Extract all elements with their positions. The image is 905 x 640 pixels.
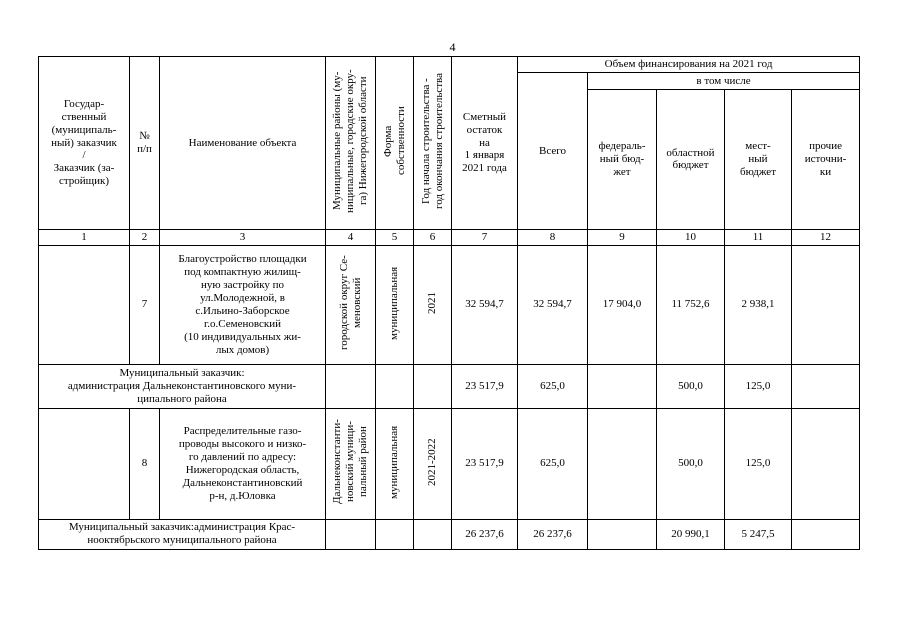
header-ownership: Форма собственности	[376, 57, 414, 230]
customer-row	[39, 519, 860, 549]
column-number: 4	[326, 229, 376, 245]
column-number: 8	[518, 229, 588, 245]
row-customer-cell	[39, 408, 130, 519]
row-local: 2 938,1	[725, 245, 792, 364]
customer-district-cell	[326, 364, 376, 408]
row-district: городской округ Се- меновский	[326, 245, 376, 364]
header-row-1	[39, 57, 860, 73]
column-number: 3	[160, 229, 326, 245]
header-including: в том числе	[588, 73, 860, 90]
row-federal: 17 904,0	[588, 245, 657, 364]
header-regional: областной бюджет	[657, 89, 725, 229]
column-numbers-row	[39, 229, 860, 245]
header-total: Всего	[518, 73, 588, 230]
row-ownership: муниципальная	[376, 408, 414, 519]
customer-district-cell	[326, 519, 376, 549]
customer-local: 125,0	[725, 364, 792, 408]
row-other	[792, 408, 860, 519]
header-object-name: Наименование объекта	[160, 57, 326, 230]
customer-balance: 23 517,9	[452, 364, 518, 408]
header-years: Год начала строительства - год окончания строительства	[414, 57, 452, 230]
customer-regional: 20 990,1	[657, 519, 725, 549]
header-customer: Государ- ственный (муниципаль- ный) заказчик / Заказчик (за- стройщик)	[39, 57, 130, 230]
row-balance: 23 517,9	[452, 408, 518, 519]
column-number: 9	[588, 229, 657, 245]
row-other	[792, 245, 860, 364]
column-number: 2	[130, 229, 160, 245]
row-local: 125,0	[725, 408, 792, 519]
column-number: 6	[414, 229, 452, 245]
customer-label: Муниципальный заказчик: администрация Дальнеконстантиновского муни- ципального района	[39, 364, 326, 408]
table-row	[39, 408, 860, 519]
header-funding-title: Объем финансирования на 2021 год	[518, 57, 860, 73]
customer-other	[792, 519, 860, 549]
customer-years-cell	[414, 364, 452, 408]
funding-table	[38, 56, 860, 550]
column-number: 7	[452, 229, 518, 245]
customer-federal	[588, 519, 657, 549]
column-number: 5	[376, 229, 414, 245]
customer-ownership-cell	[376, 364, 414, 408]
row-years: 2021	[414, 245, 452, 364]
row-balance: 32 594,7	[452, 245, 518, 364]
row-object-name: Благоустройство площадки под компактную жилищ- ную застройку по ул.Молодежной, в с.Ильино-Заборское г.о.Семеновский (10 индивидуальных жи- лых домов)	[160, 245, 326, 364]
row-number: 7	[130, 245, 160, 364]
row-years: 2021-2022	[414, 408, 452, 519]
row-object-name: Распределительные газо- проводы высокого и низко- го давлений по адресу: Нижегородская область, Дальнеконстантиновский р-н, д.Юловка	[160, 408, 326, 519]
header-balance: Сметный остаток на 1 января 2021 года	[452, 57, 518, 230]
customer-years-cell	[414, 519, 452, 549]
customer-federal	[588, 364, 657, 408]
customer-regional: 500,0	[657, 364, 725, 408]
row-federal	[588, 408, 657, 519]
column-number: 10	[657, 229, 725, 245]
customer-label: Муниципальный заказчик:администрация Крас- нооктябрьского муниципального района	[39, 519, 326, 549]
header-federal: федераль- ный бюд- жет	[588, 89, 657, 229]
row-district: Дальнеконстанти- новский муници- пальный район	[326, 408, 376, 519]
header-districts: Муниципальные районы (му- ниципальные, городские окру- га) Нижегородской области	[326, 57, 376, 230]
row-customer-cell	[39, 245, 130, 364]
column-number: 1	[39, 229, 130, 245]
row-ownership: муниципальная	[376, 245, 414, 364]
row-total: 32 594,7	[518, 245, 588, 364]
header-number: № п/п	[130, 57, 160, 230]
customer-row	[39, 364, 860, 408]
customer-total: 26 237,6	[518, 519, 588, 549]
table-row	[39, 245, 860, 364]
customer-ownership-cell	[376, 519, 414, 549]
row-regional: 500,0	[657, 408, 725, 519]
column-number: 12	[792, 229, 860, 245]
customer-other	[792, 364, 860, 408]
header-local: мест- ный бюджет	[725, 89, 792, 229]
customer-total: 625,0	[518, 364, 588, 408]
customer-local: 5 247,5	[725, 519, 792, 549]
row-regional: 11 752,6	[657, 245, 725, 364]
column-number: 11	[725, 229, 792, 245]
customer-balance: 26 237,6	[452, 519, 518, 549]
header-other: прочие источни- ки	[792, 89, 860, 229]
row-number: 8	[130, 408, 160, 519]
row-total: 625,0	[518, 408, 588, 519]
page-number: 4	[449, 40, 456, 54]
